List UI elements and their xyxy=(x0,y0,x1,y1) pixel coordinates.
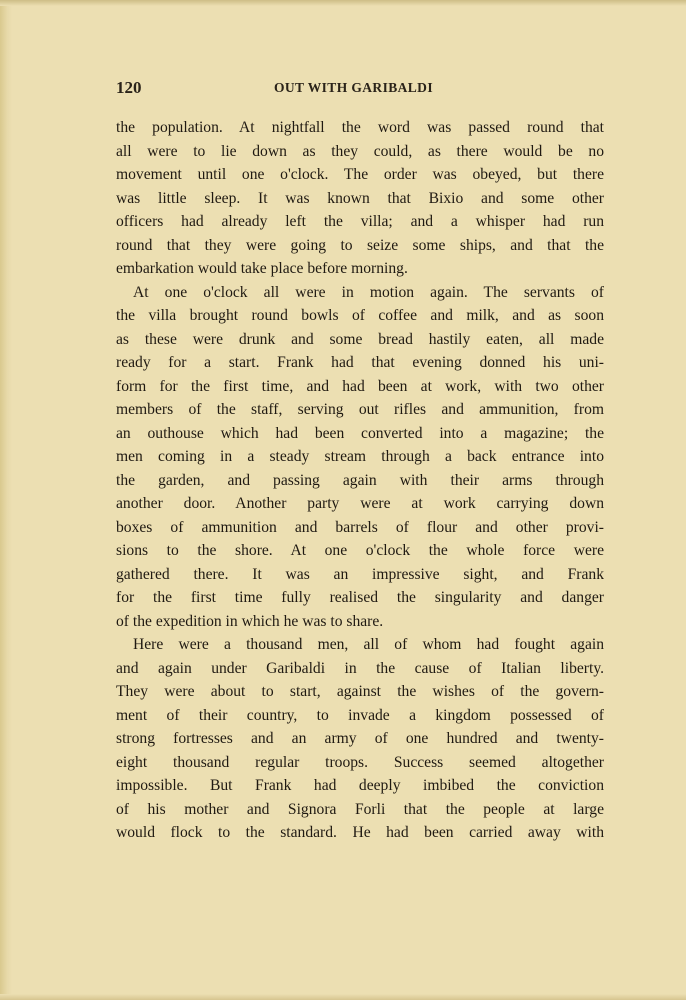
page-number: 120 xyxy=(116,78,142,97)
text-line: gathered there. It was an impressive sight, and Frank xyxy=(116,565,604,583)
text-line: was little sleep. It was known that Bixio and some other xyxy=(116,189,604,207)
text-line: men coming in a steady stream through a back entrance into xyxy=(116,448,604,465)
text-line: strong fortresses and an army of one hundred and twenty- xyxy=(116,730,604,747)
text-line: sions to the shore. At one o'clock the whole force were xyxy=(116,542,604,559)
text-line: the population. At nightfall the word was passed round that xyxy=(116,119,604,136)
text-line: eight thousand regular troops. Success seemed altogether xyxy=(116,753,604,771)
text-line: movement until one o'clock. The order was obeyed, but there xyxy=(116,166,604,183)
text-line: and again under Garibaldi in the cause of Italian liberty. xyxy=(116,659,604,677)
body-text xyxy=(116,116,604,845)
paragraph-start-line: At one o'clock all were in motion again. The servants of xyxy=(133,283,604,301)
paragraph-end-line: of the expedition in which he was to share. xyxy=(116,612,384,630)
text-line: boxes of ammunition and barrels of flour and other provi- xyxy=(116,518,604,536)
running-head xyxy=(116,78,604,100)
text-line: as these were drunk and some bread hastily eaten, all made xyxy=(116,330,604,348)
text-line: members of the staff, serving out rifles and ammunition, from xyxy=(116,401,604,418)
text-line: for the first time fully realised the singularity and danger xyxy=(116,589,604,606)
text-line: impossible. But Frank had deeply imbibed the conviction xyxy=(116,777,604,794)
text-line: round that they were going to seize some ships, and that the xyxy=(116,236,604,254)
text-line: officers had already left the villa; and a whisper had run xyxy=(116,213,604,230)
page-top-edge xyxy=(0,0,686,6)
running-title: OUT WITH GARIBALDI xyxy=(274,80,433,95)
paragraph-end-line: embarkation would take place before morning. xyxy=(116,260,408,277)
text-line: ment of their country, to invade a kingdom possessed of xyxy=(116,706,604,724)
text-line: an outhouse which had been converted into a magazine; the xyxy=(116,424,604,442)
page-gutter-shadow xyxy=(0,0,12,1000)
text-line: ready for a start. Frank had that evening donned his uni- xyxy=(116,354,604,371)
text-line: the garden, and passing again with their arms through xyxy=(116,471,604,489)
text-line: would flock to the standard. He had been carried away with xyxy=(116,824,604,841)
page-bottom-edge xyxy=(0,994,686,1000)
text-line: all were to lie down as they could, as there would be no xyxy=(116,142,604,160)
text-line: of his mother and Signora Forli that the people at large xyxy=(116,800,604,818)
text-line: form for the first time, and had been at work, with two other xyxy=(116,377,604,395)
text-line: They were about to start, against the wishes of the govern- xyxy=(116,683,604,700)
paragraph-start-line: Here were a thousand men, all of whom had fought again xyxy=(133,636,604,653)
text-line: the villa brought round bowls of coffee and milk, and as soon xyxy=(116,307,604,324)
text-line: another door. Another party were at work carrying down xyxy=(116,495,604,512)
